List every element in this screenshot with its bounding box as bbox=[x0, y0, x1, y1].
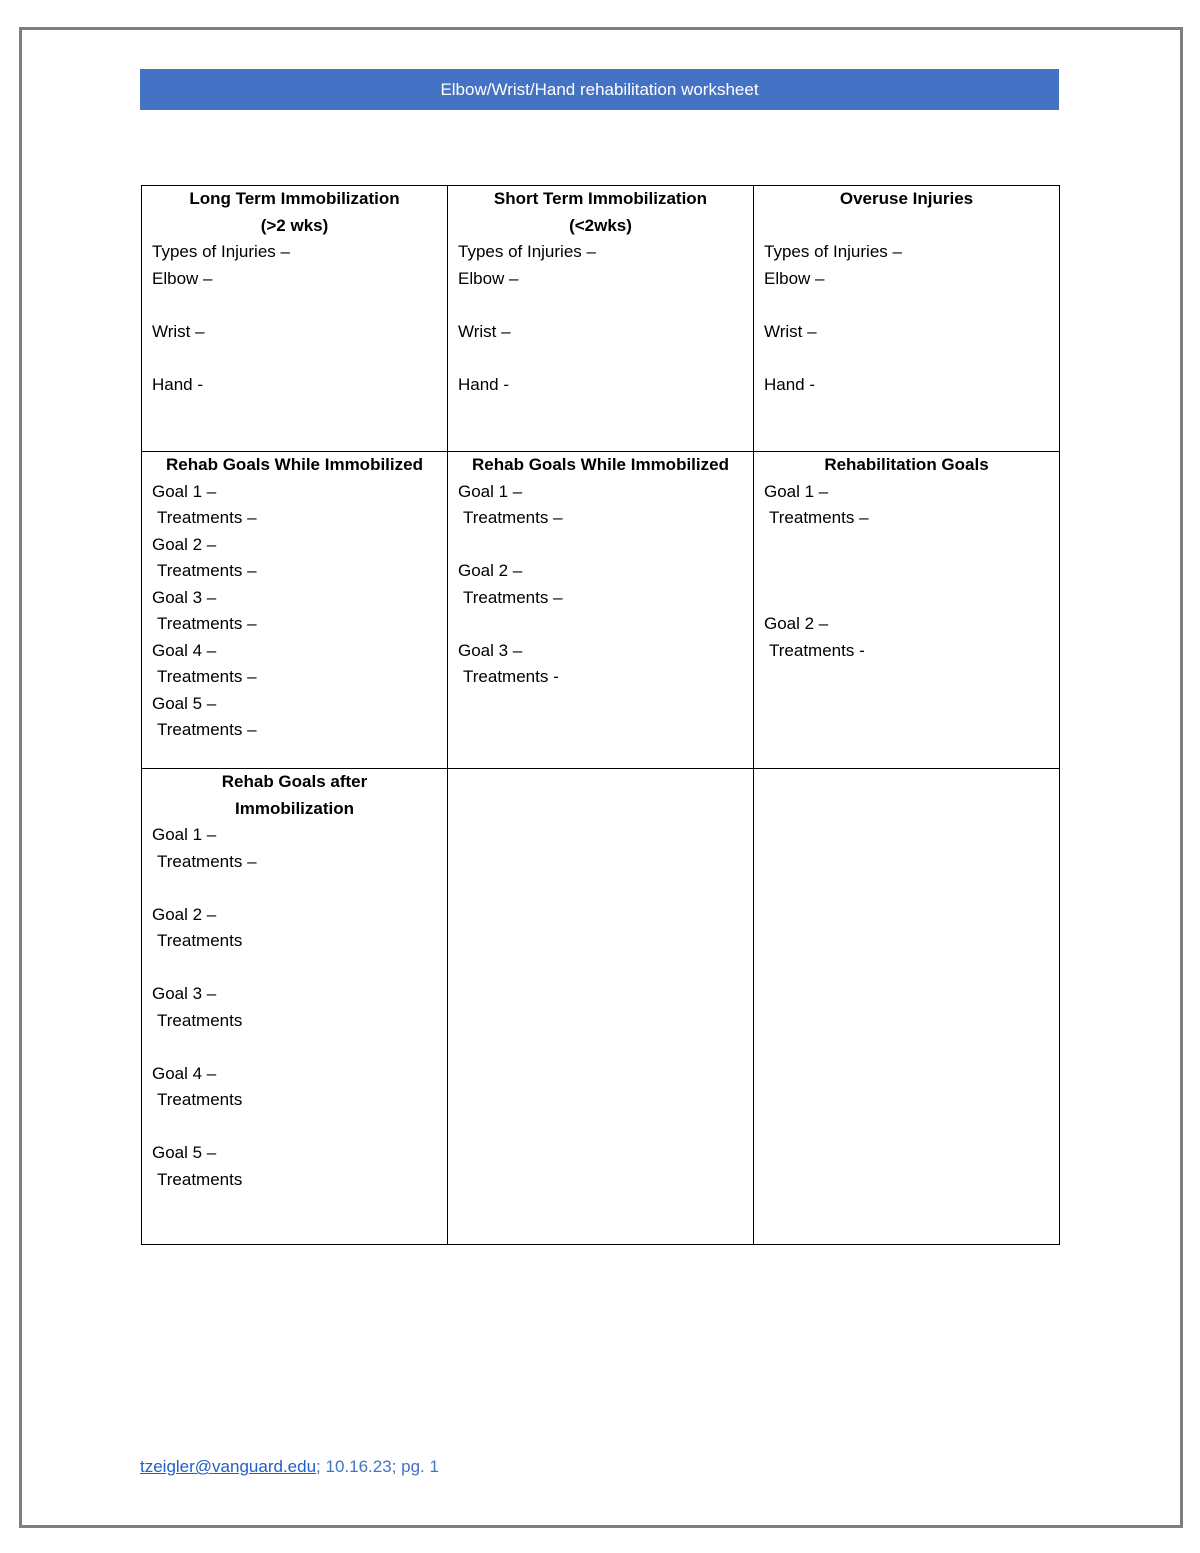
spacer bbox=[152, 1034, 437, 1061]
footer-page-number: pg. 1 bbox=[401, 1457, 439, 1476]
overuse-rehab-goals-cell[interactable] bbox=[754, 452, 1060, 769]
elbow-label: Elbow – bbox=[764, 268, 825, 288]
goal-label: Goal 3 – bbox=[458, 640, 523, 660]
spacer bbox=[152, 292, 437, 319]
goal-label: Goal 5 – bbox=[152, 1143, 217, 1162]
treatments-label: Treatments – bbox=[157, 667, 257, 686]
goal-label: Goal 2 – bbox=[152, 534, 217, 554]
treatments-label: Treatments – bbox=[157, 851, 257, 871]
worksheet-title: Elbow/Wrist/Hand rehabilitation worksheet bbox=[440, 79, 759, 99]
treatments-label: Treatments - bbox=[769, 640, 865, 660]
footer-separator: ; bbox=[391, 1457, 402, 1476]
elbow-label: Elbow – bbox=[152, 268, 213, 288]
hand-label: Hand - bbox=[764, 374, 816, 394]
treatments-label: Treatments – bbox=[157, 561, 257, 580]
types-of-injuries-label: Types of Injuries – bbox=[458, 242, 596, 261]
table-row bbox=[142, 769, 1060, 1245]
cell-title: Rehabilitation Goals bbox=[824, 455, 989, 474]
cell-subtitle: (>2 wks) bbox=[260, 215, 329, 235]
page-footer bbox=[140, 1457, 439, 1477]
hand-label: Hand - bbox=[152, 374, 204, 394]
rehab-worksheet-table bbox=[141, 185, 1060, 1245]
spacer bbox=[458, 292, 743, 319]
spacer bbox=[764, 345, 1049, 372]
cell-title: Short Term Immobilization bbox=[493, 189, 708, 208]
cell-subtitle: (<2wks) bbox=[569, 215, 632, 235]
goal-label: Goal 1 – bbox=[152, 481, 217, 501]
treatments-label: Treatments – bbox=[463, 587, 563, 607]
treatments-label: Treatments bbox=[157, 1169, 243, 1189]
goal-label: Goal 5 – bbox=[152, 693, 217, 713]
spacer bbox=[152, 875, 437, 902]
spacer bbox=[764, 213, 1049, 240]
types-of-injuries-label: Types of Injuries – bbox=[764, 242, 902, 261]
spacer bbox=[764, 585, 1049, 612]
goal-label: Goal 1 – bbox=[458, 481, 523, 501]
cell-title: Rehab Goals While Immobilized bbox=[166, 455, 423, 474]
footer-separator: ; bbox=[316, 1457, 326, 1476]
goal-label: Goal 2 – bbox=[458, 561, 523, 580]
treatments-label: Treatments bbox=[157, 1090, 243, 1109]
table-row bbox=[142, 452, 1060, 769]
types-of-injuries-label: Types of Injuries – bbox=[152, 242, 290, 261]
short-term-rehab-goals-cell[interactable] bbox=[448, 452, 754, 769]
table-row bbox=[142, 186, 1060, 452]
goal-label: Goal 1 – bbox=[764, 481, 829, 501]
goal-label: Goal 2 – bbox=[152, 904, 217, 924]
treatments-label: Treatments – bbox=[157, 614, 257, 633]
wrist-label: Wrist – bbox=[764, 321, 817, 341]
spacer bbox=[152, 1114, 437, 1141]
treatments-label: Treatments – bbox=[463, 508, 563, 527]
treatments-label: Treatments – bbox=[157, 720, 257, 739]
spacer bbox=[152, 955, 437, 982]
spacer bbox=[764, 532, 1049, 559]
wrist-label: Wrist – bbox=[458, 321, 511, 341]
long-term-immobilization-cell[interactable] bbox=[142, 186, 448, 452]
long-term-rehab-goals-cell[interactable] bbox=[142, 452, 448, 769]
short-term-immobilization-cell[interactable] bbox=[448, 186, 754, 452]
empty-cell[interactable] bbox=[448, 769, 754, 1245]
goal-label: Goal 3 – bbox=[152, 984, 217, 1003]
treatments-label: Treatments – bbox=[157, 508, 257, 527]
hand-label: Hand - bbox=[458, 374, 510, 394]
footer-date: 10.16.23 bbox=[325, 1457, 392, 1476]
treatments-label: Treatments bbox=[157, 931, 243, 950]
treatments-label: Treatments – bbox=[769, 508, 869, 527]
cell-title: Overuse Injuries bbox=[839, 189, 974, 208]
goal-label: Goal 4 – bbox=[152, 1063, 217, 1083]
spacer bbox=[764, 292, 1049, 319]
spacer bbox=[764, 558, 1049, 585]
treatments-label: Treatments bbox=[157, 1010, 243, 1030]
worksheet-title-banner bbox=[140, 69, 1059, 110]
spacer bbox=[458, 532, 743, 559]
wrist-label: Wrist – bbox=[152, 321, 205, 341]
spacer bbox=[458, 345, 743, 372]
overuse-injuries-cell[interactable] bbox=[754, 186, 1060, 452]
spacer bbox=[152, 345, 437, 372]
author-email-link[interactable]: tzeigler@vanguard.edu bbox=[140, 1457, 317, 1476]
goal-label: Goal 2 – bbox=[764, 614, 829, 633]
treatments-label: Treatments - bbox=[463, 667, 559, 686]
goal-label: Goal 4 – bbox=[152, 640, 217, 660]
cell-title: Rehab Goals after bbox=[221, 772, 368, 791]
goal-label: Goal 1 – bbox=[152, 825, 217, 844]
goal-label: Goal 3 – bbox=[152, 587, 217, 607]
elbow-label: Elbow – bbox=[458, 268, 519, 288]
empty-cell[interactable] bbox=[754, 769, 1060, 1245]
rehab-goals-after-immobilization-cell[interactable] bbox=[142, 769, 448, 1245]
cell-title: Long Term Immobilization bbox=[189, 189, 400, 208]
spacer bbox=[458, 611, 743, 638]
cell-title: Rehab Goals While Immobilized bbox=[472, 455, 729, 474]
cell-subtitle: Immobilization bbox=[235, 798, 354, 818]
